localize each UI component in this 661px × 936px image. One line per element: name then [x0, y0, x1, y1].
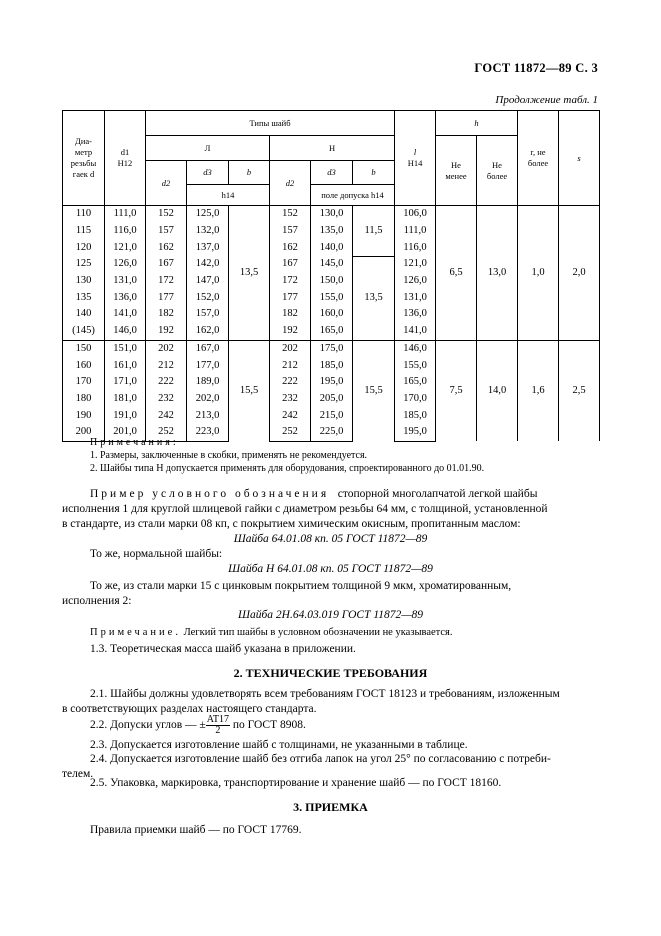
designation-note: Примечание. Легкий тип шайбы в условном обозначении не указывается.: [90, 627, 453, 638]
group1-n-b-a: 11,5: [353, 206, 395, 257]
paragraph-2-4-line1: 2.4. Допускается изготовление шайб без отгиба лапок на угол 25° по согласованию с потреби-: [90, 753, 551, 765]
paragraph-2-1-line2: в соответствующих разделах настоящего стандарта.: [62, 703, 317, 715]
designation-1: Шайба 64.01.08 кп. 05 ГОСТ 11872—89: [233, 533, 428, 545]
example-paragraph-line3: в стандарте, из стали марки 08 кп, с покрытием химическим окисным, пропитанным маслом:: [62, 518, 521, 530]
group2-s: 2,5: [559, 340, 600, 441]
paragraph-2-4-line2: телем.: [62, 768, 94, 780]
paragraph-2-2: 2.2. Допуски углов — ± $\frac{AT17}{2}$ по ГОСТ 8908.: [90, 714, 306, 736]
paragraph-2-5: 2.5. Упаковка, маркировка, транспортирование и хранение шайб — по ГОСТ 18160.: [90, 777, 502, 789]
group1-r: 1,0: [518, 206, 559, 341]
group2-l-b: 15,5: [229, 340, 270, 441]
group2-r: 1,6: [518, 340, 559, 441]
col-thread-diameter: Диа- метр резьбы гаек d: [63, 111, 105, 206]
paragraph-1-3: 1.3. Теоретическая масса шайб указана в приложении.: [90, 643, 356, 655]
table-row: (145) 146,0 192 162,0 192 165,0 141,0: [63, 323, 600, 340]
col-l-d2: d2: [146, 161, 187, 206]
example-steel15-line2: исполнения 2:: [62, 595, 132, 607]
angle-tolerance-fraction: $\frac{AT17}{2}$: [206, 714, 229, 736]
table-row: 200 201,0 252 223,0 252 225,0 195,0: [63, 424, 600, 441]
washer-types-header: Типы шайб: [146, 111, 395, 136]
group2-n-b: 15,5: [353, 340, 395, 441]
table-continuation-label: Продолжение табл. 1: [495, 94, 598, 106]
table-row: 125 126,0 167 142,0 167 145,0 13,5 121,0: [63, 256, 600, 273]
table-row: 180 181,0 232 202,0 232 205,0 170,0: [63, 391, 600, 408]
example-paragraph-line2: исполнения 1 для круглой шлицевой гайки с диаметром резьбы 64 мм, с толщиной, установленной: [62, 503, 548, 515]
type-l-header: Л: [146, 136, 270, 161]
group1-n-b-b: 13,5: [353, 256, 395, 340]
type-n-header: Н: [270, 136, 395, 161]
table-row: 120 121,0 162 137,0 162 140,0 116,0: [63, 239, 600, 256]
table-row: 150 151,0 202 167,0 15,5 202 175,0 15,5 146,0 7,5 14,0 1,6 2,5: [63, 340, 600, 357]
col-s: s: [559, 111, 600, 206]
paragraph-3: Правила приемки шайб — по ГОСТ 17769.: [90, 824, 302, 836]
example-normal-washer: То же, нормальной шайбы:: [90, 548, 223, 560]
group1-h-max: 13,0: [477, 206, 518, 341]
tolerance-field-label: поле допуска h14: [311, 185, 395, 206]
table-header: [63, 111, 600, 206]
table-row: 130 131,0 172 147,0 172 150,0 126,0: [63, 273, 600, 290]
col-l-d3: d3: [187, 161, 229, 185]
col-h-header: h: [436, 111, 518, 136]
table-row: 190 191,0 242 213,0 242 215,0 185,0: [63, 407, 600, 424]
notes-title: Примечания:: [90, 437, 179, 448]
col-h-min: Не менее: [436, 136, 477, 206]
table-row: 160 161,0 212 177,0 212 185,0 155,0: [63, 357, 600, 374]
table-row: 110 111,0 152 125,0 13,5 152 130,0 11,5 106,0 6,5 13,0 1,0 2,0: [63, 206, 600, 223]
group1-h-min: 6,5: [436, 206, 477, 341]
table-row: 170 171,0 222 189,0 222 195,0 165,0: [63, 374, 600, 391]
note-1: 1. Размеры, заключенные в скобки, применять не рекомендуется.: [90, 450, 368, 461]
table-row: 140 141,0 182 157,0 182 160,0 136,0: [63, 306, 600, 323]
table-group-1: [63, 206, 600, 341]
col-h-max: Не более: [477, 136, 518, 206]
group2-h-min: 7,5: [436, 340, 477, 441]
designation-2: Шайба Н 64.01.08 кп. 05 ГОСТ 11872—89: [228, 563, 433, 575]
col-n-d3: d3: [311, 161, 353, 185]
col-l-b: b: [229, 161, 270, 185]
paragraph-2-1-line1: 2.1. Шайбы должны удовлетворять всем требованиям ГОСТ 18123 и требованиям, изложенным: [90, 688, 560, 700]
table-group-2: [63, 340, 600, 441]
paragraph-2-3: 2.3. Допускается изготовление шайб с толщинами, не указанными в таблице.: [90, 739, 468, 751]
table-row: 135 136,0 177 152,0 177 155,0 131,0: [63, 289, 600, 306]
col-d1: d1 H12: [105, 111, 146, 206]
section-3-title: 3. ПРИЕМКА: [293, 800, 368, 814]
group2-h-max: 14,0: [477, 340, 518, 441]
group1-l-b: 13,5: [229, 206, 270, 341]
table-row: 115 116,0 157 132,0 157 135,0 111,0: [63, 223, 600, 240]
tolerance-h14-label: h14: [187, 185, 270, 206]
page-header: ГОСТ 11872—89 С. 3: [474, 61, 598, 75]
col-r: r, не более: [518, 111, 559, 206]
col-l: l H14: [395, 111, 436, 206]
designation-3: Шайба 2Н.64.03.019 ГОСТ 11872—89: [238, 609, 423, 621]
col-n-b: b: [353, 161, 395, 185]
group1-s: 2,0: [559, 206, 600, 341]
example-paragraph-line1: Пример условного обозначения стопорной многолапчатой легкой шайбы: [90, 488, 538, 500]
col-n-d2: d2: [270, 161, 311, 206]
note-2: 2. Шайбы типа Н допускается применять для оборудования, спроектированного до 01.01.90.: [90, 463, 485, 474]
section-2-title: 2. ТЕХНИЧЕСКИЕ ТРЕБОВАНИЯ: [233, 666, 428, 680]
washer-dimensions-table: [62, 110, 600, 442]
example-steel15-line1: То же, из стали марки 15 с цинковым покрытием толщиной 9 мкм, хроматированным,: [90, 580, 512, 592]
